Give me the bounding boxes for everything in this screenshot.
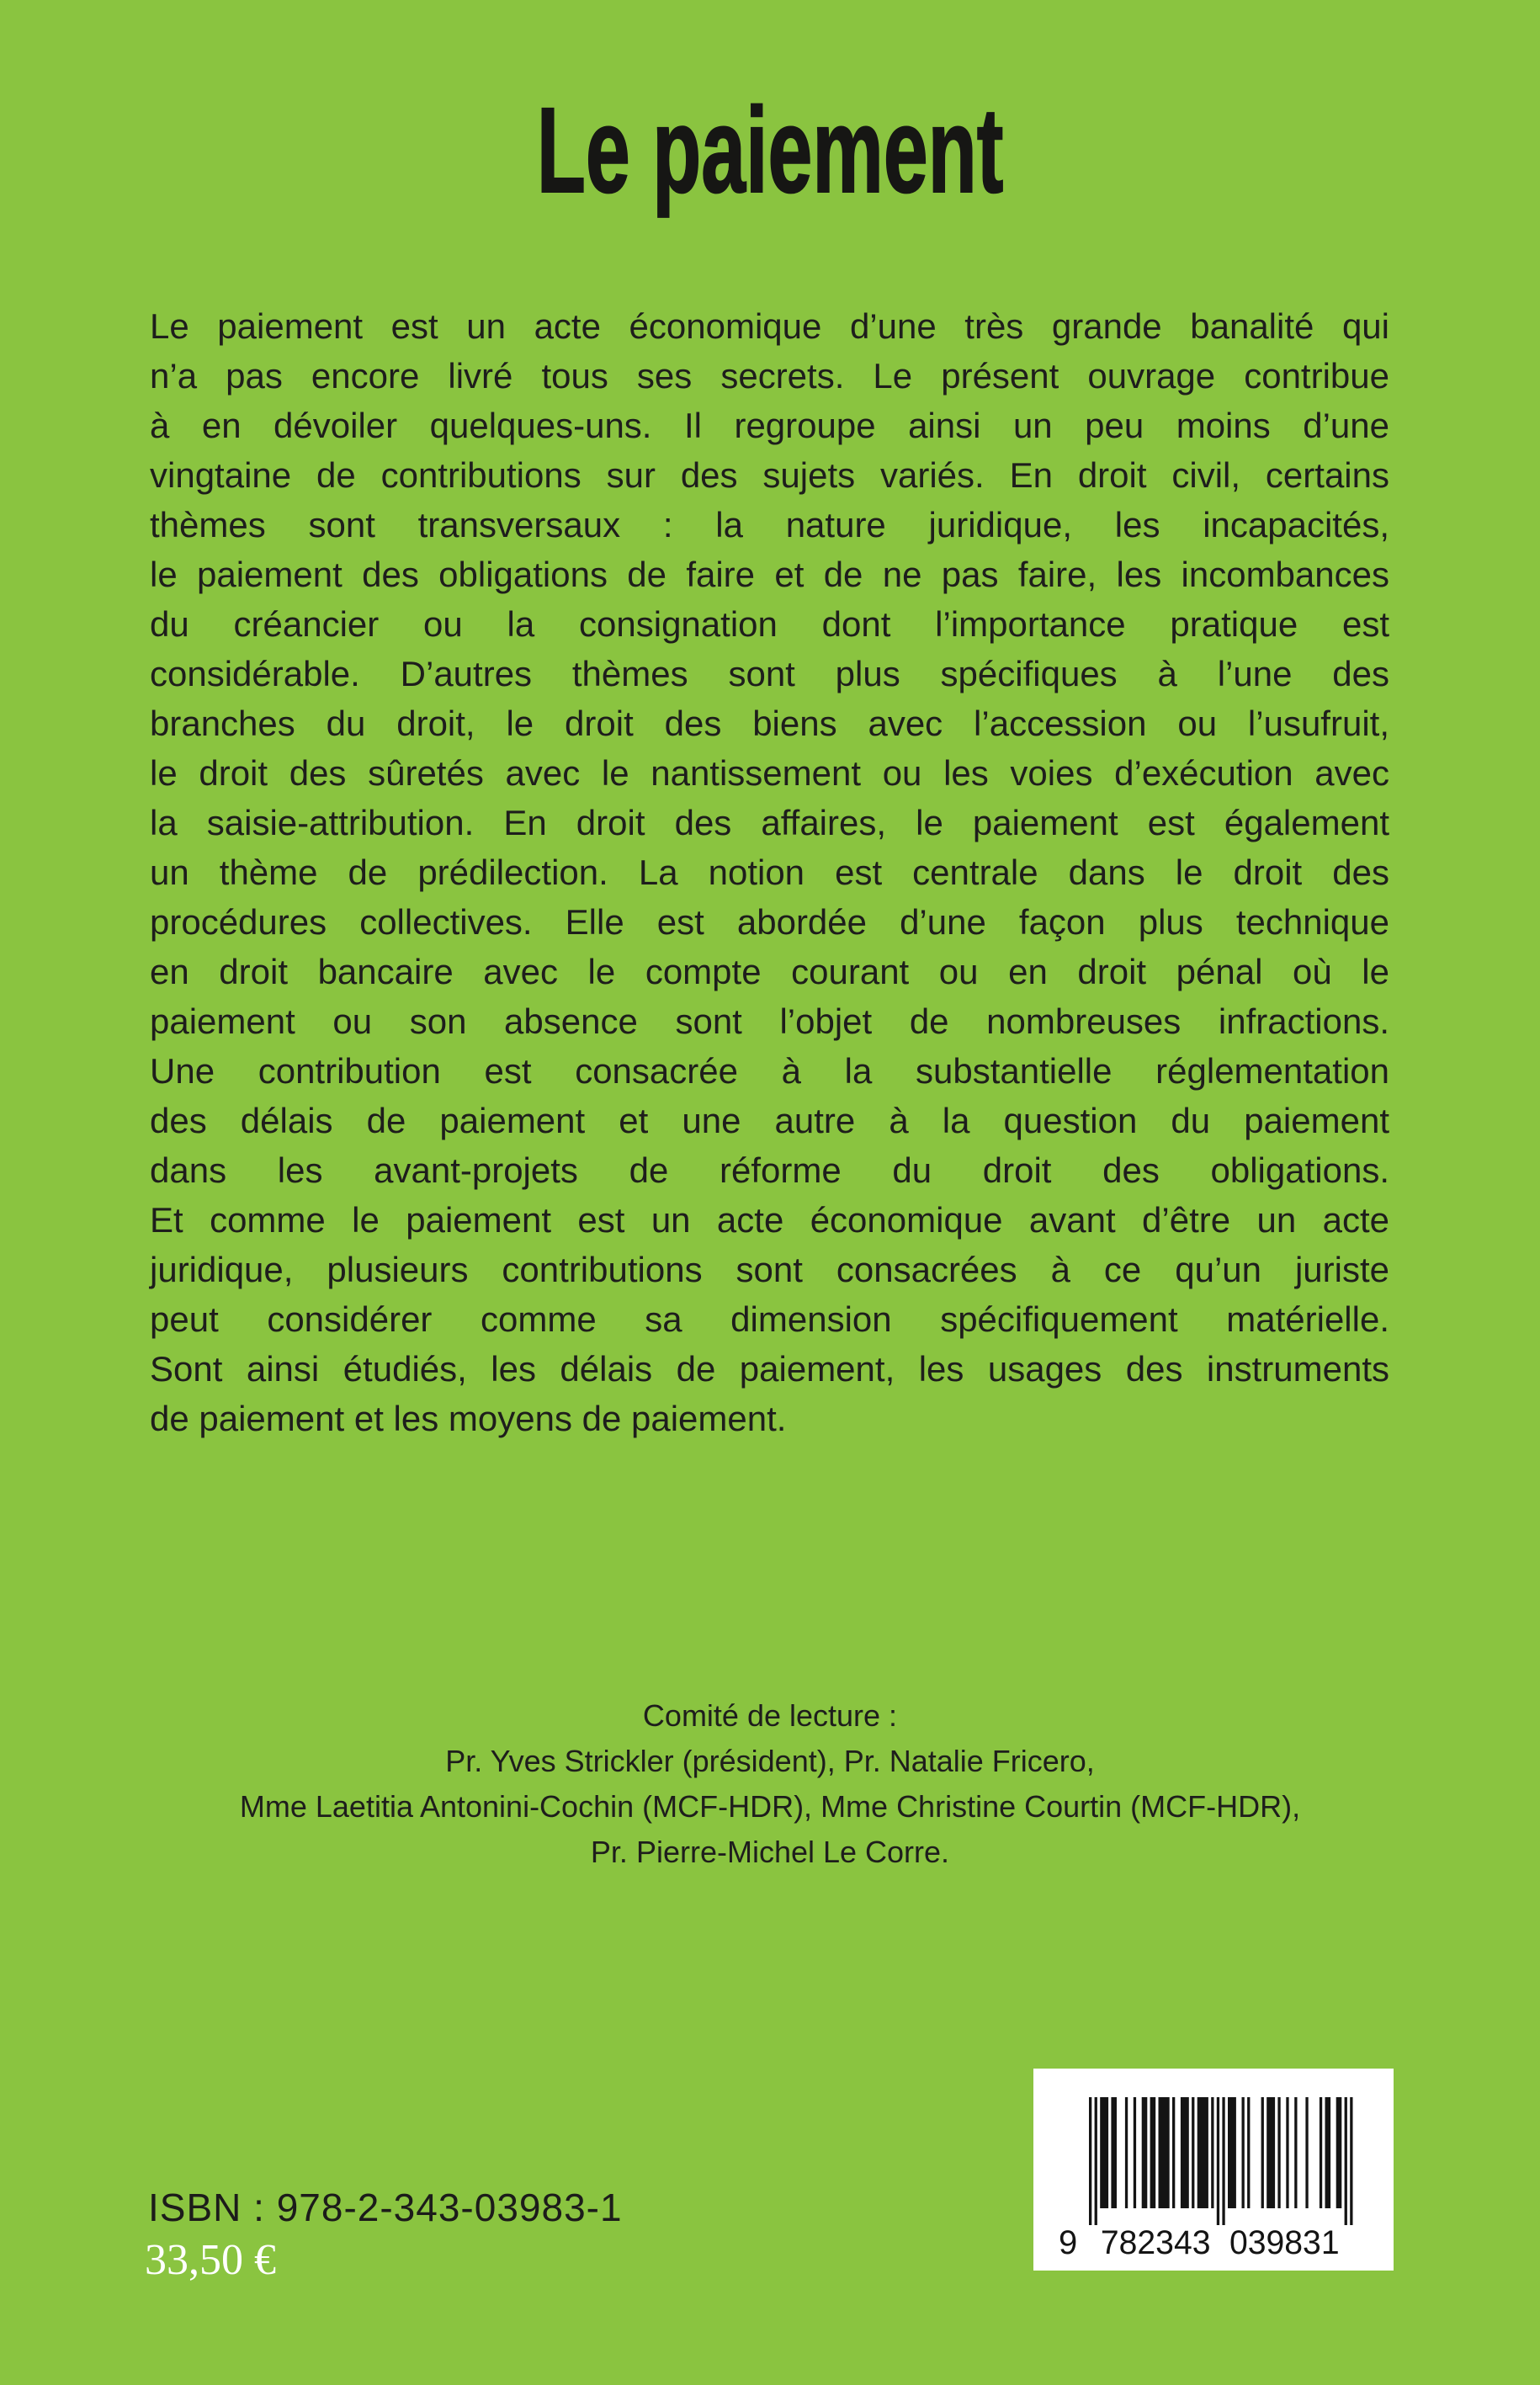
committee-line: Pr. Pierre-Michel Le Corre.	[590, 1835, 950, 1869]
committee-line: Comité de lecture :	[642, 1698, 898, 1733]
synopsis-line: du créancier ou la consignation dont l’importance pratique est	[150, 604, 1389, 644]
committee-line: Pr. Yves Strickler (président), Pr. Natalie Fricero,	[445, 1744, 1095, 1778]
barcode-bar	[1095, 2097, 1097, 2225]
barcode-digit-group-left: 782343	[1100, 2224, 1211, 2261]
barcode-bar	[1305, 2097, 1308, 2208]
synopsis-line: le paiement des obligations de faire et de ne pas faire, les incombances	[150, 555, 1389, 594]
barcode-bar	[1247, 2097, 1250, 2208]
barcode-bar	[1222, 2097, 1224, 2225]
synopsis-line: Le paiement est un acte économique d’une très grande banalité qui	[150, 306, 1389, 346]
barcode-bar	[1089, 2097, 1091, 2225]
barcode-bar	[1294, 2097, 1297, 2208]
synopsis-line: Et comme le paiement est un acte économique avant d’être un acte	[150, 1200, 1389, 1240]
barcode-bar	[1100, 2097, 1108, 2208]
synopsis-line: un thème de prédilection. La notion est centrale dans le droit des	[150, 853, 1389, 892]
synopsis-line: en droit bancaire avec le compte courant ou en droit pénal où le	[150, 952, 1389, 991]
barcode-bar	[1159, 2097, 1170, 2208]
barcode-bar	[1242, 2097, 1245, 2208]
barcode-bar	[1345, 2097, 1347, 2225]
reading-committee	[0, 1693, 1540, 1875]
barcode-bar	[1197, 2097, 1208, 2208]
synopsis-line: de paiement et les moyens de paiement.	[150, 1399, 787, 1438]
synopsis-paragraph	[150, 301, 1389, 1443]
price-text: 33,50 €	[145, 2236, 276, 2284]
barcode-bar	[1336, 2097, 1342, 2208]
barcode-bar	[1142, 2097, 1148, 2208]
synopsis-line: vingtaine de contributions sur des sujets variés. En droit civil, certains	[150, 455, 1389, 495]
synopsis-line: n’a pas encore livré tous ses secrets. Le présent ouvrage contribue	[150, 356, 1389, 396]
barcode-bar	[1211, 2097, 1213, 2208]
barcode-bar	[1228, 2097, 1236, 2208]
synopsis-line: thèmes sont transversaux : la nature juridique, les incapacités,	[150, 505, 1389, 544]
synopsis-line: paiement ou son absence sont l’objet de nombreuses infractions.	[150, 1001, 1389, 1041]
committee-line: Mme Laetitia Antonini-Cochin (MCF-HDR), Mme Christine Courtin (MCF-HDR),	[239, 1789, 1301, 1824]
ean13-barcode	[1033, 2069, 1394, 2271]
barcode-bar	[1111, 2097, 1117, 2208]
barcode-panel	[1033, 2069, 1394, 2271]
barcode-digit-group-right: 039831	[1229, 2224, 1340, 2261]
book-title: Le paiement	[536, 82, 1004, 218]
barcode-bar	[1172, 2097, 1175, 2208]
synopsis-line: le droit des sûretés avec le nantissement ou les voies d’exécution avec	[150, 753, 1389, 793]
barcode-bar	[1192, 2097, 1194, 2208]
synopsis-line: Une contribution est consacrée à la substantielle réglementation	[150, 1051, 1389, 1091]
synopsis-line: peut considérer comme sa dimension spécifiquement matérielle.	[150, 1299, 1389, 1339]
synopsis-line: branches du droit, le droit des biens avec l’accession ou l’usufruit,	[150, 704, 1389, 743]
synopsis-line: à en dévoiler quelques-uns. Il regroupe ainsi un peu moins d’une	[150, 406, 1389, 445]
barcode-bar	[1217, 2097, 1219, 2225]
barcode-bar	[1134, 2097, 1136, 2208]
synopsis-line: des délais de paiement et une autre à la question du paiement	[150, 1101, 1389, 1140]
barcode-bar	[1286, 2097, 1288, 2208]
synopsis-line: procédures collectives. Elle est abordée d’une façon plus technique	[150, 902, 1389, 942]
barcode-bar	[1325, 2097, 1331, 2208]
isbn-text: ISBN : 978-2-343-03983-1	[148, 2186, 623, 2229]
synopsis-line: considérable. D’autres thèmes sont plus spécifiques à l’une des	[150, 654, 1389, 693]
barcode-bar	[1150, 2097, 1156, 2208]
barcode-bar	[1261, 2097, 1264, 2208]
synopsis-line: la saisie-attribution. En droit des affaires, le paiement est également	[150, 803, 1389, 842]
barcode-bar	[1125, 2097, 1128, 2208]
barcode-digit-first: 9	[1059, 2224, 1078, 2261]
barcode-bar	[1320, 2097, 1322, 2208]
barcode-bar	[1181, 2097, 1189, 2208]
title-area	[0, 81, 1540, 220]
synopsis-line: dans les avant-projets de réforme du droit des obligations.	[150, 1150, 1389, 1190]
synopsis-line: Sont ainsi étudiés, les délais de paiement, les usages des instruments	[150, 1349, 1389, 1389]
barcode-bar	[1267, 2097, 1275, 2208]
synopsis-line: juridique, plusieurs contributions sont consacrées à ce qu’un juriste	[150, 1250, 1389, 1289]
barcode-bar	[1277, 2097, 1280, 2208]
barcode-bar	[1350, 2097, 1352, 2225]
